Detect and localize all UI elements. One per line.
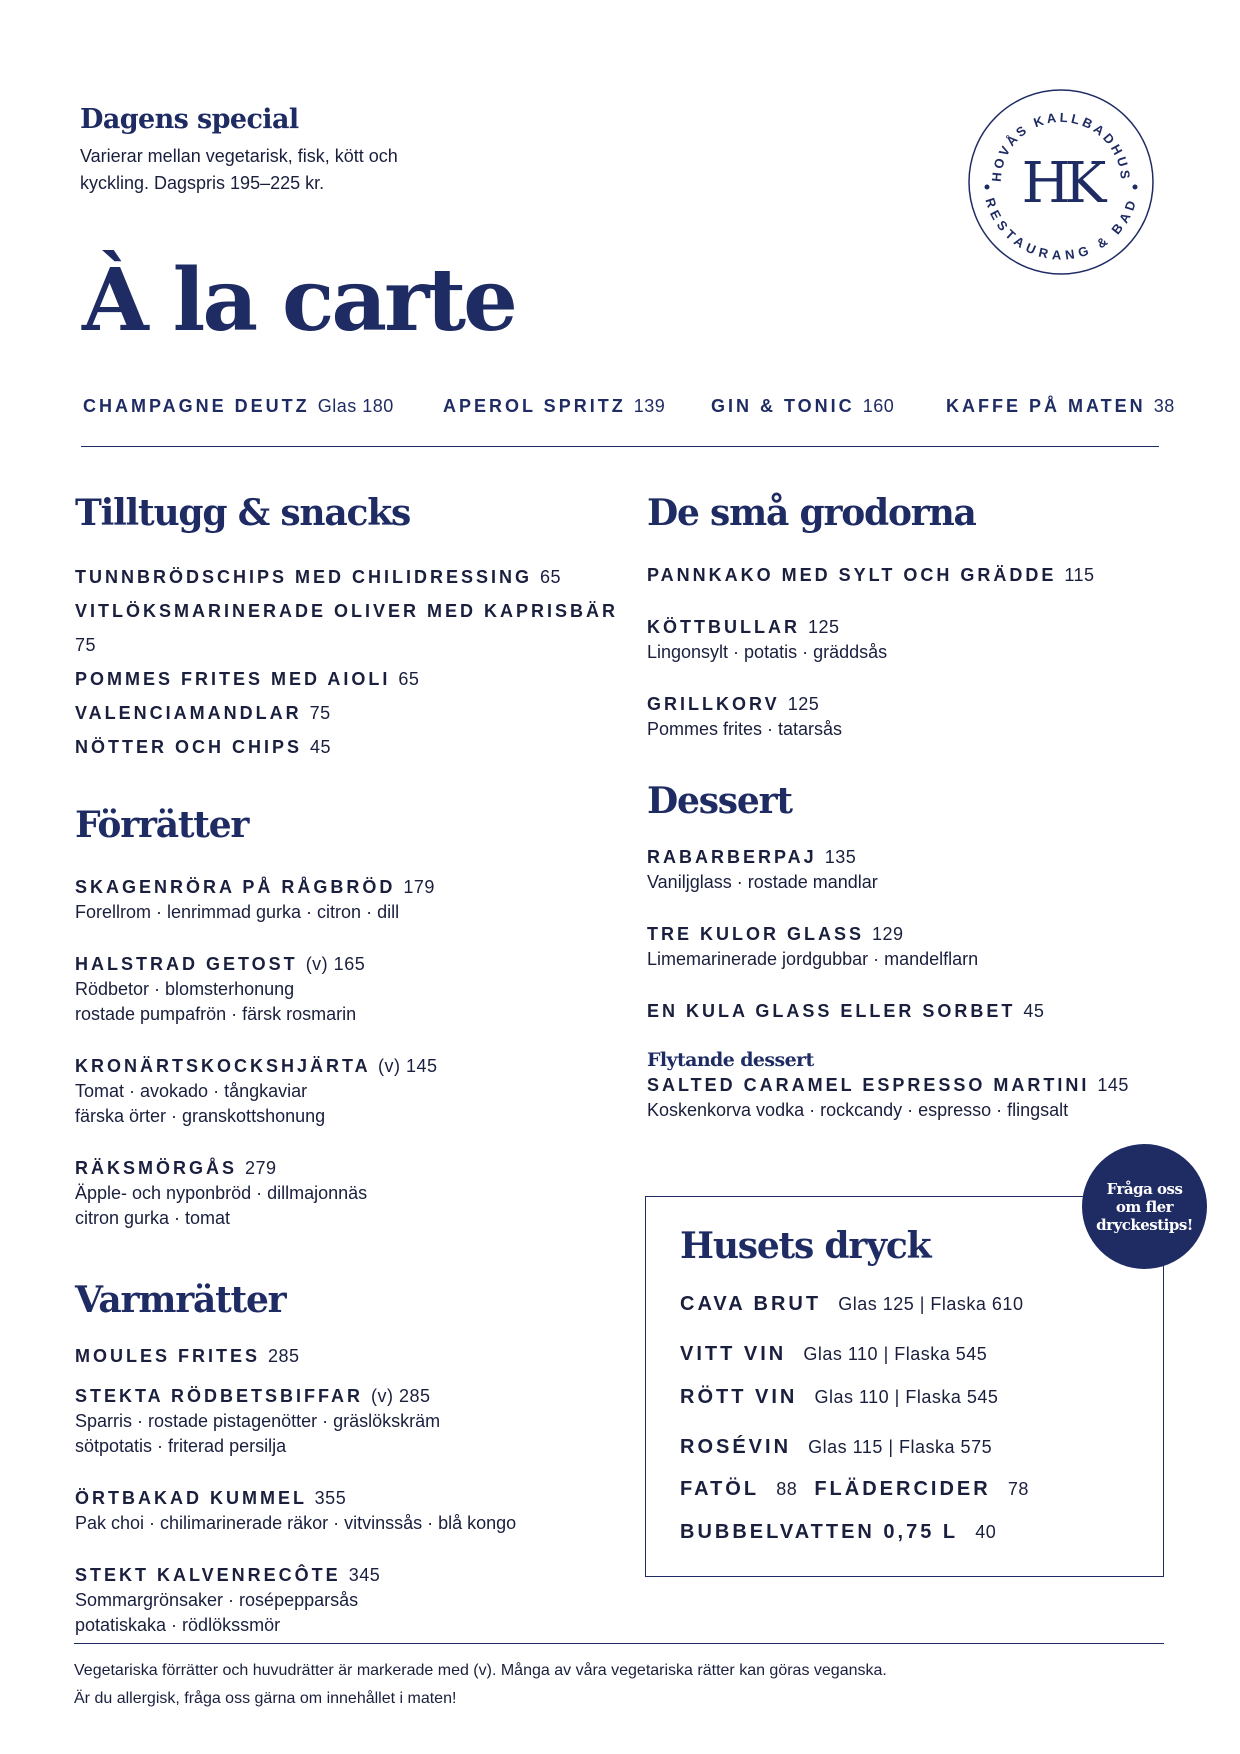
footer-divider [74,1643,1164,1644]
restaurant-logo [965,86,1157,278]
menu-item: RÄKSMÖRGÅS 279 Äpple- och nyponbröd · dillmajonnäs citron gurka · tomat [75,1158,368,1228]
house-drink-item: ROSÉVIN Glas 115 | Flaska 575 [680,1436,993,1458]
logo-seal-icon [965,86,1157,278]
section-title-starters: Förrätter [75,804,249,846]
svg-text:HK: HK [1021,151,1101,216]
menu-item: GRILLKORV 125 Pommes frites · tatarsås [647,694,843,739]
section-title-house-drinks: Husets dryck [680,1225,931,1267]
menu-item: ÖRTBAKAD KUMMEL 355 Pak choi · chilimarinerade räkor · vitvinssås · blå kongo [75,1488,517,1533]
menu-item: VITLÖKSMARINERADE OLIVER MED KAPRISBÄR 75 [75,601,619,655]
section-title-dessert: Dessert [647,780,792,822]
menu-item: MOULES FRITES 285 [75,1346,300,1366]
section-title-kids: De små grodorna [647,492,976,534]
menu-item: HALSTRAD GETOST (v) 165 Rödbetor · blomsterhonung rostade pumpafrön · färsk rosmarin [75,954,366,1024]
left-column [75,492,635,1638]
liquid-dessert-title: Flytande dessert [647,1049,814,1071]
menu-item: PANNKAKO MED SYLT OCH GRÄDDE 115 [647,565,1095,585]
menu-item: SKAGENRÖRA PÅ RÅGBRÖD 179 Forellrom · lenrimmad gurka · citron · dill [75,877,435,922]
drink-coffee: KAFFE PÅ MATEN 38 [946,396,1175,416]
house-drink-item: RÖTT VIN Glas 110 | Flaska 545 [680,1386,999,1408]
svg-text:HOVÅS KALLBADHUS: HOVÅS KALLBADHUS [988,109,1134,183]
menu-item: KÖTTBULLAR 125 Lingonsylt · potatis · gräddsås [647,617,888,662]
menu-item: RABARBERPAJ 135 Vaniljglass · rostade mandlar [647,847,878,892]
special-description: Varierar mellan vegetarisk, fisk, kött och kyckling. Dagspris 195–225 kr. [80,146,398,193]
drink-gin-tonic: GIN & TONIC 160 [711,396,895,416]
menu-item: TUNNBRÖDSCHIPS MED CHILIDRESSING 65 [75,567,562,587]
section-title-snacks: Tilltugg & snacks [75,492,411,534]
footer-note: Vegetariska förrätter och huvudrätter är markerade med (v). Många av våra vegetariska rätter kan göras veganska. Är du allergisk, fråga oss gärna om innehållet i maten! [74,1662,887,1707]
house-drink-item: BUBBELVATTEN 0,75 L 40 [680,1521,997,1543]
svg-text:RESTAURANG & BAD: RESTAURANG & BAD [982,196,1140,263]
drinks-tip-badge: Fråga oss om fler dryckestips! [1082,1144,1207,1269]
drink-aperol: APEROL SPRITZ 139 [443,396,666,416]
menu-item: STEKT KALVENRECÔTE 345 Sommargrönsaker · rosépepparsås potatiskaka · rödlökssmör [75,1565,381,1635]
page-title: À la carte [82,250,515,351]
right-column [647,492,1167,1123]
house-drink-item: FATÖL 88 FLÄDERCIDER 78 [680,1478,1029,1500]
drink-champagne: CHAMPAGNE DEUTZ Glas 180 [83,396,394,416]
divider [81,446,1159,447]
menu-item: KRONÄRTSKOCKSHJÄRTA (v) 145 Tomat · avokado · tångkaviar färska örter · granskottshonung [75,1056,438,1126]
menu-item: POMMES FRITES MED AIOLI 65 [75,669,420,689]
menu-item: STEKTA RÖDBETSBIFFAR (v) 285 Sparris · rostade pistagenötter · gräslökskräm sötpotatis · friterad persilja [75,1386,441,1456]
section-title-mains: Varmrätter [75,1279,286,1321]
menu-item: TRE KULOR GLASS 129 Limemarinerade jordgubbar · mandelflarn [647,924,979,969]
special-title: Dagens special [80,104,299,135]
house-drink-item: CAVA BRUT Glas 125 | Flaska 610 [680,1293,1024,1315]
menu-item: EN KULA GLASS ELLER SORBET 45 [647,1001,1045,1021]
menu-item: NÖTTER OCH CHIPS 45 [75,737,332,757]
menu-item: SALTED CARAMEL ESPRESSO MARTINI 145 Koskenkorva vodka · rockcandy · espresso · flingsalt [647,1075,1129,1120]
house-drink-item: VITT VIN Glas 110 | Flaska 545 [680,1343,988,1365]
menu-item: VALENCIAMANDLAR 75 [75,703,331,723]
